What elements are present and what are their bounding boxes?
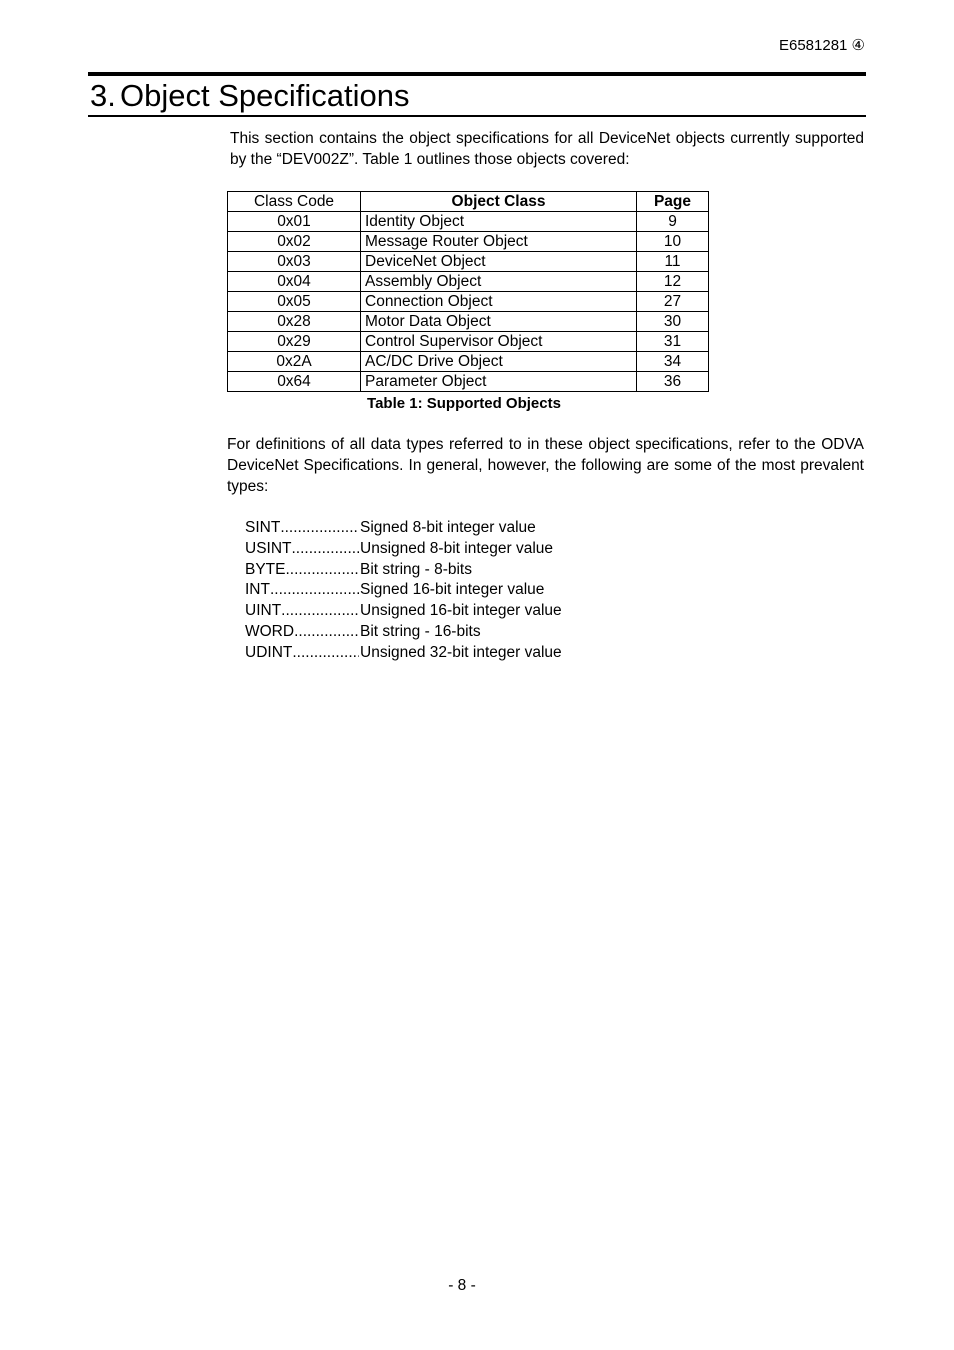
table-header-row (228, 192, 709, 212)
object-class-cell: Assembly Object (361, 272, 637, 292)
intro-paragraph: This section contains the object specifications for all DeviceNet objects currently supported by the “DEV002Z”. Table 1 outlines those objects covered: (230, 130, 864, 168)
table-row (228, 232, 709, 252)
object-class-cell: Motor Data Object (361, 312, 637, 332)
type-name: BYTE (245, 560, 286, 578)
page-cell: 12 (637, 272, 709, 292)
table-row (228, 252, 709, 272)
type-description: Unsigned 8-bit integer value (360, 539, 554, 557)
definitions-paragraph: For definitions of all data types referred to in these object specifications, refer to the ODVA DeviceNet Specifications. In general, however, the following are some of the most prevalent types: (227, 436, 864, 495)
list-item (245, 622, 645, 643)
table-row (228, 352, 709, 372)
dot-leader (292, 539, 360, 560)
list-item (245, 601, 645, 622)
object-class-cell: Control Supervisor Object (361, 332, 637, 352)
page-cell: 30 (637, 312, 709, 332)
class-code-cell: 0x2A (228, 352, 361, 372)
section-title: Object Specifications (120, 78, 410, 113)
type-name: WORD (245, 622, 295, 640)
table-row (228, 212, 709, 232)
class-code-cell: 0x28 (228, 312, 361, 332)
object-class-cell: Connection Object (361, 292, 637, 312)
page-cell: 11 (637, 252, 709, 272)
type-description: Unsigned 32-bit integer value (360, 643, 562, 661)
type-description: Signed 16-bit integer value (360, 581, 545, 599)
list-item (245, 539, 645, 560)
page-cell: 36 (637, 372, 709, 392)
heading-rule-bottom (88, 115, 866, 117)
dot-leader (294, 622, 359, 643)
type-name: SINT (245, 519, 281, 536)
header-object-class: Object Class (361, 192, 637, 212)
page-cell: 34 (637, 352, 709, 372)
page-cell: 10 (637, 232, 709, 252)
object-class-cell: AC/DC Drive Object (361, 352, 637, 372)
class-code-cell: 0x29 (228, 332, 361, 352)
data-types-list (245, 518, 645, 664)
class-code-cell: 0x01 (228, 212, 361, 232)
type-name: INT (245, 581, 270, 599)
type-name: UINT (245, 602, 282, 620)
list-item (245, 518, 645, 539)
table-caption: Table 1: Supported Objects (367, 395, 561, 412)
dot-leader (280, 518, 359, 539)
type-description: Signed 8-bit integer value (360, 519, 536, 536)
list-item (245, 580, 645, 601)
page-cell: 27 (637, 292, 709, 312)
type-description: Unsigned 16-bit integer value (360, 602, 562, 620)
object-class-cell: Message Router Object (361, 232, 637, 252)
table-row (228, 292, 709, 312)
type-description: Bit string - 8-bits (360, 560, 472, 578)
list-item (245, 643, 645, 664)
page-cell: 9 (637, 212, 709, 232)
class-code-cell: 0x64 (228, 372, 361, 392)
dot-leader (281, 601, 359, 622)
dot-leader (270, 580, 359, 601)
page-cell: 31 (637, 332, 709, 352)
class-code-cell: 0x03 (228, 252, 361, 272)
table-row (228, 372, 709, 392)
document-id: E6581281 ④ (778, 37, 865, 54)
object-class-cell: Identity Object (361, 212, 637, 232)
dot-leader (292, 643, 359, 664)
object-class-cell: Parameter Object (361, 372, 637, 392)
heading-rule-top (88, 72, 866, 76)
class-code-cell: 0x04 (228, 272, 361, 292)
type-name: USINT (245, 539, 292, 557)
supported-objects-table (227, 191, 709, 392)
header-class-code: Class Code (228, 192, 361, 212)
table-row (228, 272, 709, 292)
table-row (228, 312, 709, 332)
class-code-cell: 0x02 (228, 232, 361, 252)
list-item (245, 560, 645, 581)
dot-leader (285, 560, 359, 581)
header-page: Page (637, 192, 709, 212)
object-class-cell: DeviceNet Object (361, 252, 637, 272)
section-number: 3. (90, 78, 116, 113)
section-heading (90, 77, 409, 115)
type-name: UDINT (245, 643, 293, 661)
page-number: - 8 - (448, 1277, 476, 1294)
type-description: Bit string - 16-bits (360, 622, 481, 640)
class-code-cell: 0x05 (228, 292, 361, 312)
table-row (228, 332, 709, 352)
